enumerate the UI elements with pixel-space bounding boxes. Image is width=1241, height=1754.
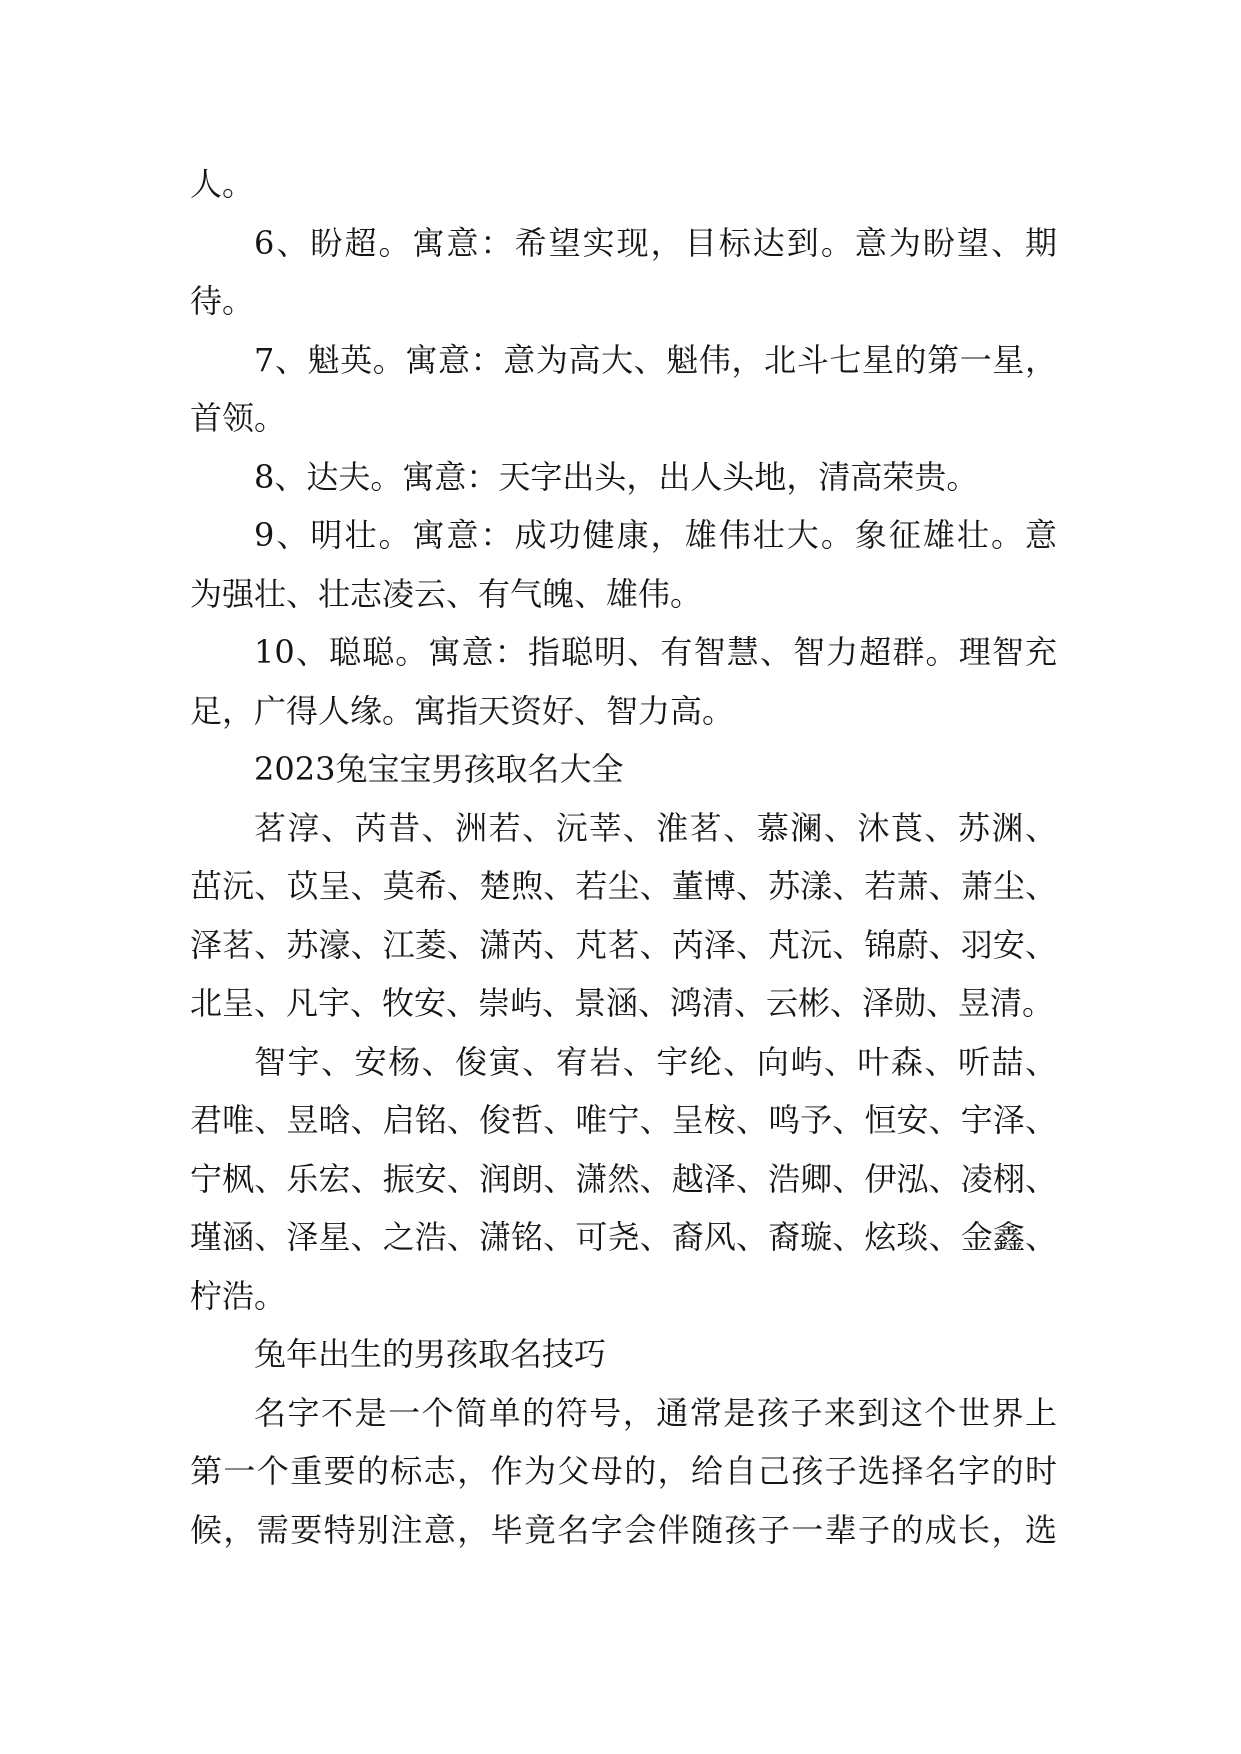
text-line: 6、盼超。寓意：希望实现，目标达到。意为盼望、期 — [254, 223, 1057, 262]
text-line: 茁沅、苡呈、莫希、楚煦、若尘、董博、苏漾、若萧、萧尘、 — [190, 867, 1057, 905]
body-paragraph — [190, 1384, 1057, 1560]
name-list-paragraph — [190, 799, 1057, 1033]
text-line: 候，需要特别注意，毕竟名字会伴随孩子一辈子的成长，选 — [190, 1510, 1057, 1549]
text-line: 瑾涵、泽星、之浩、潇铭、可尧、裔风、裔璇、炫琰、金鑫、 — [190, 1218, 1057, 1256]
text-line: 8、达夫。寓意：天字出头，出人头地，清高荣贵。 — [254, 457, 979, 496]
text-line: 9、明壮。寓意：成功健康，雄伟壮大。象征雄壮。意 — [254, 516, 1057, 554]
text-line: 7、魁英。寓意：意为高大、魁伟，北斗七星的第一星， — [254, 340, 1057, 379]
paragraph-name-9 — [190, 506, 1057, 623]
text-line: 10、聪聪。寓意：指聪明、有智慧、智力超群。理智充 — [254, 633, 1057, 671]
text-line: 宁枫、乐宏、振安、润朗、潇然、越泽、浩卿、伊泓、凌栩、 — [190, 1159, 1057, 1198]
text-line: 第一个重要的标志，作为父母的，给自己孩子选择名字的时 — [190, 1452, 1057, 1490]
paragraph-name-7 — [190, 331, 1057, 448]
paragraph-name-6 — [190, 214, 1057, 331]
text-line: 茗淳、芮昔、洲若、沅莘、淮茗、慕澜、沐莨、苏渊、 — [254, 808, 1057, 847]
text-line: 待。 — [190, 282, 255, 320]
text-line: 智宇、安杨、俊寅、宥岩、宇纶、向屿、叶森、听喆、 — [254, 1042, 1057, 1081]
text-line: 首领。 — [190, 399, 287, 437]
name-list-paragraph — [190, 1033, 1057, 1326]
heading-text: 2023兔宝宝男孩取名大全 — [254, 750, 624, 788]
text-line: 名字不是一个简单的符号，通常是孩子来到这个世界上 — [254, 1393, 1057, 1432]
paragraph-name-10 — [190, 623, 1057, 740]
document-body — [190, 155, 1057, 1559]
text-line: 人。 — [190, 165, 255, 203]
text-line: 足，广得人缘。寓指天资好、智力高。 — [190, 691, 735, 730]
paragraph — [190, 155, 1057, 214]
text-line: 君唯、昱晗、启铭、俊哲、唯宁、呈桉、鸣予、恒安、宇泽、 — [190, 1101, 1057, 1139]
text-line: 柠浩。 — [190, 1276, 287, 1315]
section-heading — [190, 740, 1057, 799]
heading-text: 兔年出生的男孩取名技巧 — [254, 1335, 607, 1373]
text-line: 泽茗、苏濠、江菱、潇芮、芃茗、芮泽、芃沅、锦蔚、羽安、 — [190, 925, 1057, 964]
section-heading — [190, 1325, 1057, 1384]
text-line: 为强壮、壮志凌云、有气魄、雄伟。 — [190, 574, 703, 613]
paragraph-name-8 — [190, 448, 1057, 507]
text-line: 北呈、凡宇、牧安、崇屿、景涵、鸿清、云彬、泽勋、昱清。 — [190, 984, 1055, 1022]
